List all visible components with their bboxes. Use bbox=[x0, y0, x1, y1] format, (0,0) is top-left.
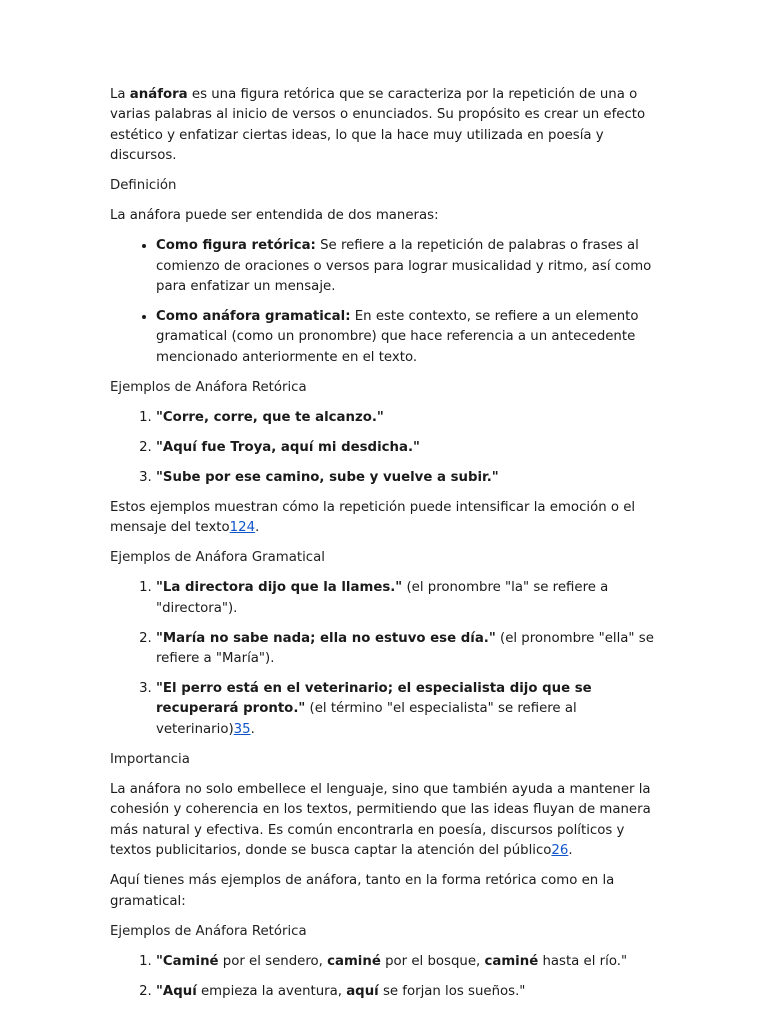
list-item: • Como anáfora gramatical: En este contexto, se refiere a un elemento gramatical (como un pronombre) que hace referencia a un antecedente mencionado anteriormente en el texto. bbox=[156, 307, 660, 368]
list-item: • Como figura retórica: Se refiere a la repetición de palabras o frases al comienzo de oraciones o versos para lograr musicalidad y ritmo, así como para enfatizar un mensaje. bbox=[156, 236, 660, 297]
citation-link[interactable]: 124 bbox=[229, 520, 256, 536]
retorica-list bbox=[110, 408, 660, 488]
list-item: 3. "El perro está en el veterinario; el especialista dijo que se recuperará pronto." (el término "el especialista" se refiere al veterinario)35. bbox=[156, 679, 660, 740]
heading-definicion: Definición bbox=[110, 178, 177, 194]
gramatical-list bbox=[110, 578, 660, 740]
mas-ejemplos-paragraph: Aquí tienes más ejemplos de anáfora, tanto en la forma retórica como en la gramatical: bbox=[110, 873, 615, 909]
list-item: 1. "La directora dijo que la llames." (el pronombre "la" se refiere a "directora"). bbox=[156, 578, 660, 619]
list-item: 3. "Sube por ese camino, sube y vuelve a subir." bbox=[156, 468, 660, 488]
retorica-note: Estos ejemplos muestran cómo la repetición puede intensificar la emoción o el mensaje del texto124. bbox=[110, 499, 636, 536]
definicion-intro: La anáfora puede ser entendida de dos maneras: bbox=[110, 208, 439, 224]
term-anafora: anáfora bbox=[129, 87, 188, 102]
list-item: 2. "María no sabe nada; ella no estuvo ese día." (el pronombre "ella" se refiere a "María"). bbox=[156, 629, 660, 670]
list-item: 2. "Aquí fue Troya, aquí mi desdicha." bbox=[156, 438, 660, 458]
definition-list bbox=[110, 236, 660, 368]
citation-link[interactable]: 26 bbox=[551, 843, 569, 859]
heading-retorica-2: Ejemplos de Anáfora Retórica bbox=[110, 923, 307, 939]
importancia-paragraph: La anáfora no solo embellece el lenguaje, sino que también ayuda a mantener la cohesión y coherencia en los textos, permitiendo que las ideas fluyan de manera más natural y efectiva. Es común encontrarla en poesía, discursos políticos y textos publicitarios, donde se busca captar la atención del público26. bbox=[110, 781, 651, 859]
heading-retorica: Ejemplos de Anáfora Retórica bbox=[110, 379, 307, 395]
heading-gramatical: Ejemplos de Anáfora Gramatical bbox=[110, 550, 325, 566]
list-item: 2. "Aquí empieza la aventura, aquí se forjan los sueños." bbox=[156, 982, 660, 1002]
retorica2-list bbox=[110, 952, 660, 1002]
citation-link[interactable]: 35 bbox=[233, 721, 251, 737]
list-item: 1. "Caminé por el sendero, caminé por el bosque, caminé hasta el río." bbox=[156, 952, 660, 972]
list-item: 1. "Corre, corre, que te alcanzo." bbox=[156, 408, 660, 428]
intro-paragraph: La anáfora es una figura retórica que se caracteriza por la repetición de una o varias palabras al inicio de versos o enunciados. Su propósito es crear un efecto estético y enfatizar ciertas ideas, lo que la hace muy utilizada en poesía y discursos. bbox=[110, 87, 646, 164]
heading-importancia: Importancia bbox=[110, 751, 190, 767]
